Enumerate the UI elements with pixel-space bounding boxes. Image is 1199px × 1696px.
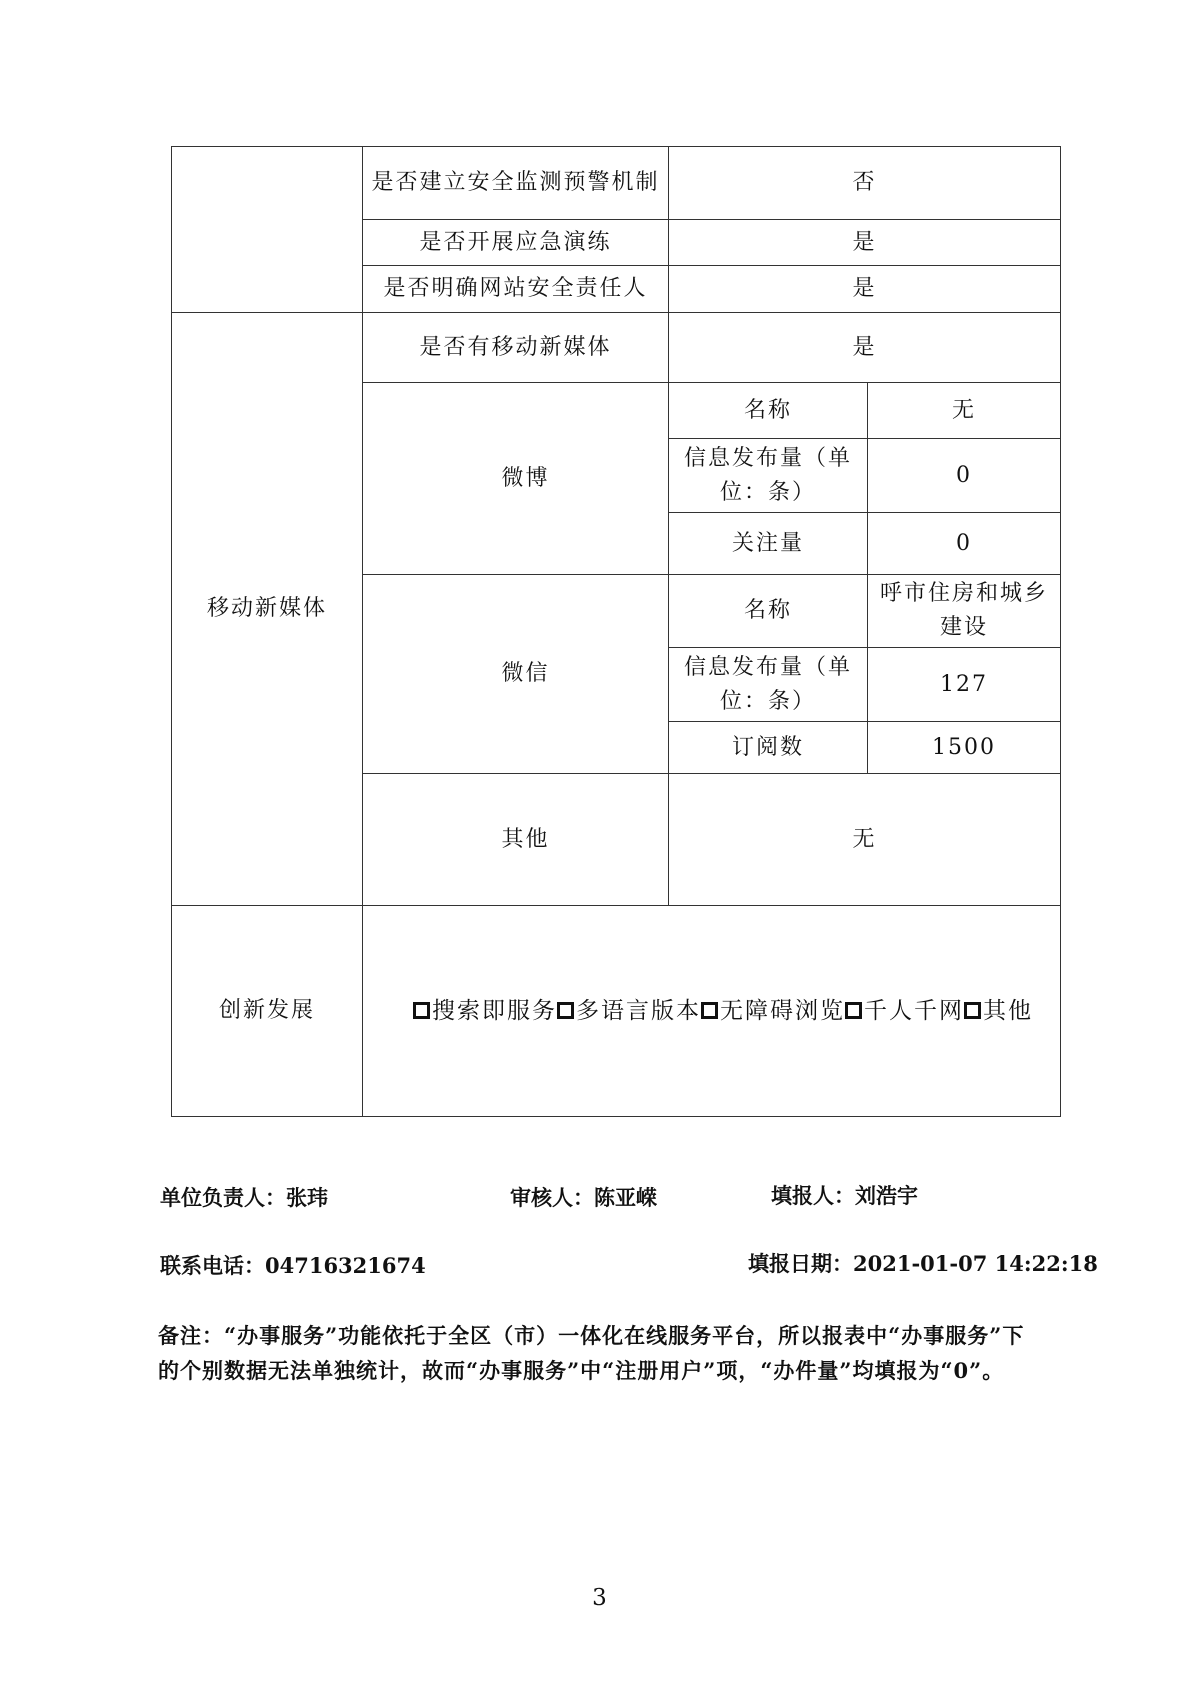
weibo-name-value: 无 [868,383,1061,439]
option-personalized[interactable]: 千人千网 [845,998,964,1024]
wechat-subscribers-label: 订阅数 [669,722,868,774]
weibo-label: 微博 [363,383,669,575]
security-owner-value: 是 [669,266,1061,313]
page-number: 3 [592,1585,607,1611]
filler: 填报人：刘浩宇 [771,1183,918,1208]
option-other[interactable]: 其他 [964,998,1033,1024]
fill-date: 填报日期：2021-01-07 14:22:18 [748,1251,1098,1276]
wechat-name-value: 呼市住房和城乡建设 [868,575,1061,648]
checkbox-icon[interactable] [964,1002,981,1019]
wechat-posts-label: 信息发布量（单位：条） [669,648,868,722]
checkbox-icon[interactable] [701,1002,718,1019]
weibo-posts-value: 0 [868,439,1061,513]
wechat-subscribers-value: 1500 [868,722,1061,774]
security-owner-label: 是否明确网站安全责任人 [363,266,669,313]
monitoring-warning-value: 否 [669,147,1061,220]
contact-phone: 联系电话：04716321674 [160,1253,426,1278]
emergency-drill-value: 是 [669,220,1061,266]
innovation-options [363,906,1061,1117]
checkbox-icon[interactable] [413,1002,430,1019]
other-media-label: 其他 [363,774,669,906]
weibo-posts-label: 信息发布量（单位：条） [669,439,868,513]
weibo-name-label: 名称 [669,383,868,439]
innovation-section-label: 创新发展 [172,906,363,1117]
has-mobile-media-label: 是否有移动新媒体 [363,313,669,383]
reviewer: 审核人：陈亚嵘 [510,1185,657,1210]
weibo-followers-value: 0 [868,513,1061,575]
wechat-name-label: 名称 [669,575,868,648]
report-table [171,146,1061,1117]
wechat-posts-value: 127 [868,648,1061,722]
checkbox-icon[interactable] [557,1002,574,1019]
note: 备注：“办事服务”功能依托于全区（市）一体化在线服务平台，所以报表中“办事服务”下的个别数据无法单独统计，故而“办事服务”中“注册用户”项，“办件量”均填报为“0”。 [158,1323,1025,1383]
unit-head: 单位负责人：张玮 [160,1185,328,1210]
weibo-followers-label: 关注量 [669,513,868,575]
has-mobile-media-value: 是 [669,313,1061,383]
option-accessible-browsing[interactable]: 无障碍浏览 [701,998,845,1024]
emergency-drill-label: 是否开展应急演练 [363,220,669,266]
mobile-media-section-label: 移动新媒体 [172,313,363,906]
option-multilingual[interactable]: 多语言版本 [557,998,701,1024]
wechat-label: 微信 [363,575,669,774]
other-media-value: 无 [669,774,1061,906]
checkbox-icon[interactable] [845,1002,862,1019]
section-cell-security [172,147,363,313]
monitoring-warning-label: 是否建立安全监测预警机制 [363,147,669,220]
option-search-as-service[interactable]: 搜索即服务 [413,998,557,1024]
